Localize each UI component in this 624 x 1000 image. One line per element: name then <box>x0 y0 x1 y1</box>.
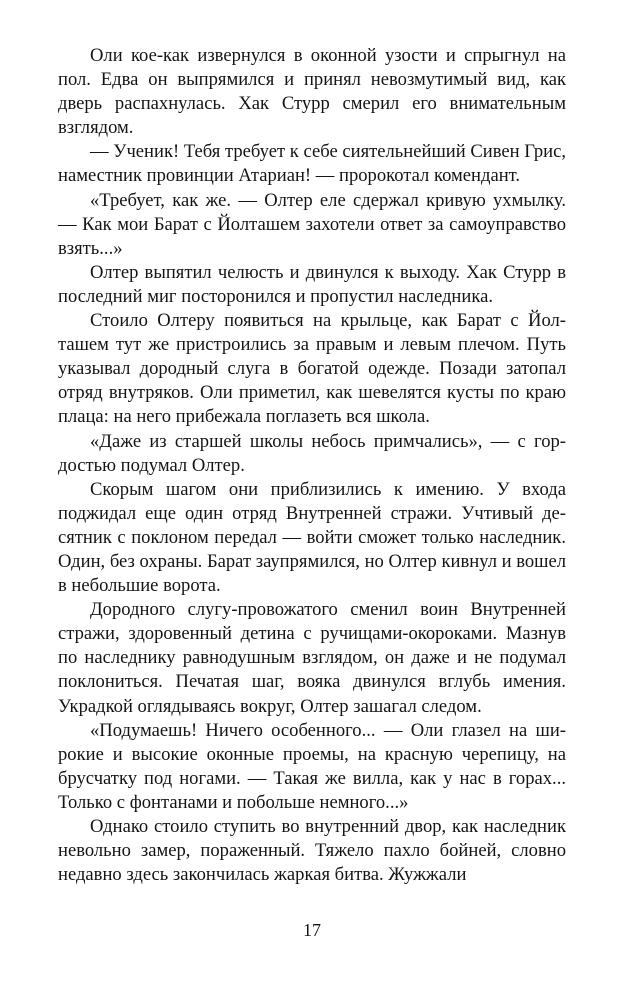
paragraph-4: Олтер выпятил челюсть и двинулся к выходу. Хак Стурр в последний миг посторонился и пропустил наследника. <box>58 261 566 307</box>
paragraph-3: «Требует, как же. — Олтер еле сдержал кривую ухмылку. — Как мои Барат с Йолташем захотели ответ за самоуправство взять...» <box>58 189 566 259</box>
paragraph-6: «Даже из старшей школы небось примчались», — с гордостью подумал Олтер. <box>58 430 566 476</box>
paragraph-10: Однако стоило ступить во внутренний двор, как наследник невольно замер, пораженный. Тяжело пахло бойней, словно недавно здесь закончилась жаркая битва. Жужжали <box>58 816 566 886</box>
paragraph-9: «Подумаешь! Ничего особенного... — Оли глазел на широкие и высокие оконные проемы, на красную черепицу, на брусчатку под ногами. — Такая же вилла, как у нас в горах... Только с фонтанами и побольше немного...» <box>58 719 566 813</box>
page-body <box>58 44 566 887</box>
paragraph-7: Скорым шагом они приблизились к имению. У входа поджидал еще один отряд Внутренней стражи. Учтивый десятник с поклоном передал — войти сможет только наследник. Один, без охраны. Барат заупрямился, но Олтер кивнул и вошел в небольшие ворота. <box>58 478 567 597</box>
paragraph-5: Стоило Олтеру появиться на крыльце, как Барат с Йолташем тут же пристроились за правым и левым плечом. Путь указывал дородный слуга в богатой одежде. Позади затопал отряд внутряков. Оли приметил, как шевелятся кусты по краю плаца: на него прибежала поглазеть вся школа. <box>58 310 566 428</box>
paragraph-1: Оли кое-как извернулся в оконной узости и спрыгнул на пол. Едва он выпрямился и принял невозмутимый вид, как дверь распахнулась. Хак Стурр смерил его внимательным взглядом. <box>58 45 566 139</box>
page-number: 17 <box>303 920 321 940</box>
paragraph-8: Дородного слугу-провожатого сменил воин Внутренней стражи, здоровенный детина с ручищами-окороками. Мазнув по наследнику равнодушным взглядом, он даже и не подумал поклониться. Печатая шаг, вояка двинулся вглубь имения. Украдкой оглядываясь вокруг, Олтер зашагал следом. <box>58 599 566 717</box>
paragraph-2: — Ученик! Тебя требует к себе сиятельнейший Сивен Грис, наместник провинции Атариан! — пророкотал комендант. <box>58 141 566 187</box>
